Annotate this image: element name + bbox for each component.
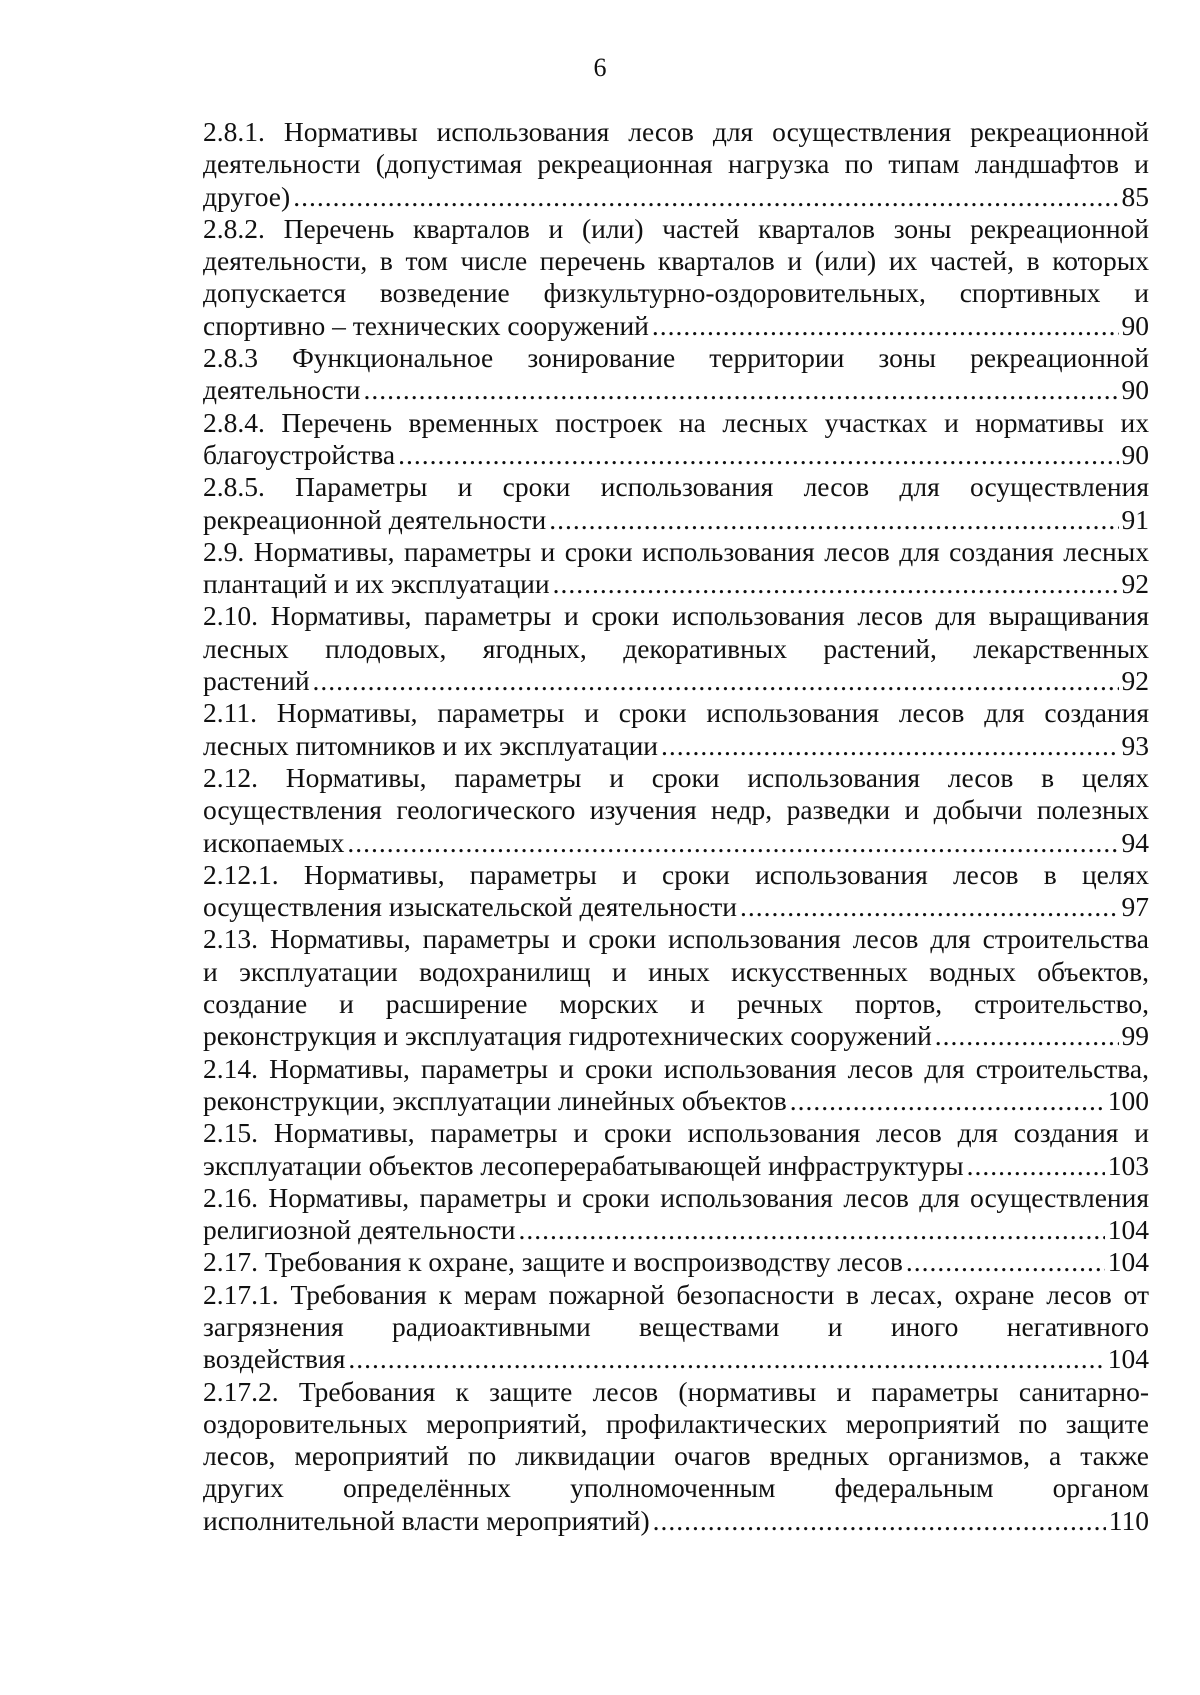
toc-entry-line: 2.8.2. Перечень кварталов и (или) частей кварталов зоны рекреационной bbox=[203, 212, 1149, 244]
toc-entry bbox=[203, 762, 1149, 859]
toc-entry-page-number: 100 bbox=[1107, 1084, 1149, 1116]
toc-entry-line: других определённых уполномоченным федеральным органом bbox=[203, 1472, 1149, 1504]
toc-entry-page-number: 104 bbox=[1107, 1246, 1149, 1278]
dot-leader bbox=[652, 310, 1119, 342]
toc-entry-title-end: осуществления изыскательской деятельности bbox=[203, 891, 737, 923]
toc-entry-line: 2.8.4. Перечень временных построек на лесных участках и нормативы их bbox=[203, 406, 1149, 438]
toc-entry bbox=[203, 600, 1149, 697]
toc-entry-line: создание и расширение морских и речных портов, строительство, bbox=[203, 988, 1149, 1020]
toc-entry-line: 2.8.3 Функциональное зонирование территории зоны рекреационной bbox=[203, 342, 1149, 374]
dot-leader bbox=[348, 1343, 1104, 1375]
toc-entry bbox=[203, 471, 1149, 536]
dot-leader bbox=[661, 730, 1118, 762]
toc-entry-page-number: 110 bbox=[1108, 1504, 1149, 1536]
toc-entry bbox=[203, 1246, 1149, 1278]
toc-entry-line: деятельности (допустимая рекреационная нагрузка по типам ландшафтов и bbox=[203, 148, 1149, 180]
toc-entry-line: 2.16. Нормативы, параметры и сроки использования лесов для осуществления bbox=[203, 1181, 1149, 1213]
toc-entry-title-end: спортивно – технических сооружений bbox=[203, 309, 649, 341]
dot-leader bbox=[313, 665, 1119, 697]
toc-entry-page-number: 93 bbox=[1121, 729, 1149, 761]
toc-entry-last-line bbox=[203, 1020, 1149, 1052]
toc-entry-line: 2.13. Нормативы, параметры и сроки использования лесов для строительства bbox=[203, 923, 1149, 955]
toc-entry-page-number: 103 bbox=[1107, 1149, 1149, 1181]
toc-entry-page-number: 90 bbox=[1121, 374, 1149, 406]
toc-entry bbox=[203, 213, 1149, 342]
dot-leader bbox=[519, 1214, 1105, 1246]
toc-entry-page-number: 92 bbox=[1121, 568, 1149, 600]
toc-entry-title-end: деятельности bbox=[203, 374, 361, 406]
toc-entry-page-number: 97 bbox=[1121, 891, 1149, 923]
toc-entry-last-line bbox=[203, 310, 1149, 342]
toc-entry-last-line bbox=[203, 827, 1149, 859]
toc-entry bbox=[203, 1279, 1149, 1376]
toc-entry-last-line bbox=[203, 1246, 1149, 1278]
toc-entry-line: загрязнения радиоактивными веществами и иного негативного bbox=[203, 1310, 1149, 1342]
toc-entry-last-line bbox=[203, 1505, 1149, 1537]
dot-leader bbox=[935, 1020, 1119, 1052]
toc-entry-line: 2.17.2. Требования к защите лесов (нормативы и параметры санитарно- bbox=[203, 1375, 1149, 1407]
toc-entry-title-end: рекреационной деятельности bbox=[203, 503, 547, 535]
toc-entry-line: 2.10. Нормативы, параметры и сроки использования лесов для выращивания bbox=[203, 600, 1149, 632]
dot-leader bbox=[549, 504, 1118, 536]
page-number: 6 bbox=[593, 53, 607, 82]
toc-entry-title-end: реконструкция и эксплуатация гидротехнических сооружений bbox=[203, 1020, 932, 1052]
dot-leader bbox=[653, 1505, 1106, 1537]
toc-entry-page-number: 91 bbox=[1121, 503, 1149, 535]
dot-leader bbox=[790, 1085, 1105, 1117]
toc-entry bbox=[203, 536, 1149, 601]
toc-entry-line: 2.12. Нормативы, параметры и сроки использования лесов в целях bbox=[203, 761, 1149, 793]
toc-entry-line: лесов, мероприятий по ликвидации очагов вредных организмов, а также bbox=[203, 1440, 1149, 1472]
dot-leader bbox=[293, 181, 1118, 213]
toc-entry-title-end: религиозной деятельности bbox=[203, 1214, 516, 1246]
toc-entry-line: 2.11. Нормативы, параметры и сроки использования лесов для создания bbox=[203, 697, 1149, 729]
dot-leader bbox=[363, 374, 1118, 406]
toc-entry-page-number: 90 bbox=[1121, 438, 1149, 470]
toc-entry bbox=[203, 342, 1149, 407]
toc-entry-page-number: 92 bbox=[1121, 665, 1149, 697]
toc-entry-line: 2.12.1. Нормативы, параметры и сроки использования лесов в целях bbox=[203, 858, 1149, 890]
toc-entry-line: 2.15. Нормативы, параметры и сроки использования лесов для создания и bbox=[203, 1117, 1149, 1149]
toc-entry-title-end: реконструкции, эксплуатации линейных объектов bbox=[203, 1084, 787, 1116]
toc-entry-title-end: исполнительной власти мероприятий) bbox=[203, 1504, 650, 1536]
toc-entry-line: лесных плодовых, ягодных, декоративных растений, лекарственных bbox=[203, 632, 1149, 664]
toc-entry-last-line bbox=[203, 439, 1149, 471]
toc-entry-last-line bbox=[203, 181, 1149, 213]
toc-entry-line: допускается возведение физкультурно-оздоровительных, спортивных и bbox=[203, 277, 1149, 309]
toc-entry-page-number: 99 bbox=[1121, 1020, 1149, 1052]
dot-leader bbox=[967, 1150, 1105, 1182]
toc-entry-last-line bbox=[203, 1150, 1149, 1182]
toc-entry-last-line bbox=[203, 891, 1149, 923]
toc-entry-last-line bbox=[203, 1085, 1149, 1117]
toc-entry-line: 2.9. Нормативы, параметры и сроки использования лесов для создания лесных bbox=[203, 535, 1149, 567]
dot-leader bbox=[740, 891, 1119, 923]
toc-entry-title-end: плантаций и их эксплуатации bbox=[203, 568, 550, 600]
toc-entry bbox=[203, 1053, 1149, 1118]
toc-entry bbox=[203, 1117, 1149, 1182]
dot-leader bbox=[906, 1246, 1105, 1278]
toc-entry-line: 2.8.5. Параметры и сроки использования лесов для осуществления bbox=[203, 471, 1149, 503]
toc-entry-page-number: 104 bbox=[1107, 1343, 1149, 1375]
toc-entry-title-end: лесных питомников и их эксплуатации bbox=[203, 729, 659, 761]
toc-entry-page-number: 85 bbox=[1121, 180, 1149, 212]
toc-entry bbox=[203, 116, 1149, 213]
toc-entry-page-number: 94 bbox=[1121, 826, 1149, 858]
toc-entry-title-end: эксплуатации объектов лесоперерабатывающей инфраструктуры bbox=[203, 1149, 964, 1181]
toc-entry-line: осуществления геологического изучения недр, разведки и добычи полезных bbox=[203, 794, 1149, 826]
toc-entry bbox=[203, 1182, 1149, 1247]
toc-entry-page-number: 90 bbox=[1121, 309, 1149, 341]
toc-entry bbox=[203, 859, 1149, 924]
toc-entry-title-end: растений bbox=[203, 665, 310, 697]
toc-entry-line: и эксплуатации водохранилищ и иных искусственных водных объектов, bbox=[203, 955, 1149, 987]
toc-entry-last-line bbox=[203, 1214, 1149, 1246]
toc-entry bbox=[203, 923, 1149, 1052]
toc-entry-page-number: 104 bbox=[1107, 1214, 1149, 1246]
toc-entry-title-end: ископаемых bbox=[203, 826, 345, 858]
toc-entry-last-line bbox=[203, 504, 1149, 536]
toc-entry-title-end: другое) bbox=[203, 180, 291, 212]
toc-entry bbox=[203, 1376, 1149, 1537]
toc-entry-line: 2.8.1. Нормативы использования лесов для осуществления рекреационной bbox=[203, 116, 1149, 147]
table-of-contents bbox=[203, 116, 1149, 1537]
dot-leader bbox=[553, 568, 1119, 600]
toc-entry bbox=[203, 407, 1149, 472]
toc-entry-title-end: благоустройства bbox=[203, 438, 396, 470]
toc-entry-last-line bbox=[203, 665, 1149, 697]
toc-entry-line: оздоровительных мероприятий, профилактических мероприятий по защите bbox=[203, 1407, 1149, 1439]
toc-entry-title-end: 2.17. Требования к охране, защите и воспроизводству лесов bbox=[203, 1246, 903, 1278]
toc-entry-title-end: воздействия bbox=[203, 1343, 346, 1375]
toc-entry-line: 2.17.1. Требования к мерам пожарной безопасности в лесах, охране лесов от bbox=[203, 1278, 1149, 1310]
dot-leader bbox=[347, 827, 1118, 859]
toc-entry-last-line bbox=[203, 568, 1149, 600]
toc-entry bbox=[203, 697, 1149, 762]
toc-entry-last-line bbox=[203, 374, 1149, 406]
dot-leader bbox=[398, 439, 1118, 471]
toc-entry-last-line bbox=[203, 730, 1149, 762]
toc-entry-last-line bbox=[203, 1343, 1149, 1375]
toc-entry-line: деятельности, в том числе перечень кварталов и (или) их частей, в которых bbox=[203, 245, 1149, 277]
toc-entry-line: 2.14. Нормативы, параметры и сроки использования лесов для строительства, bbox=[203, 1052, 1149, 1084]
